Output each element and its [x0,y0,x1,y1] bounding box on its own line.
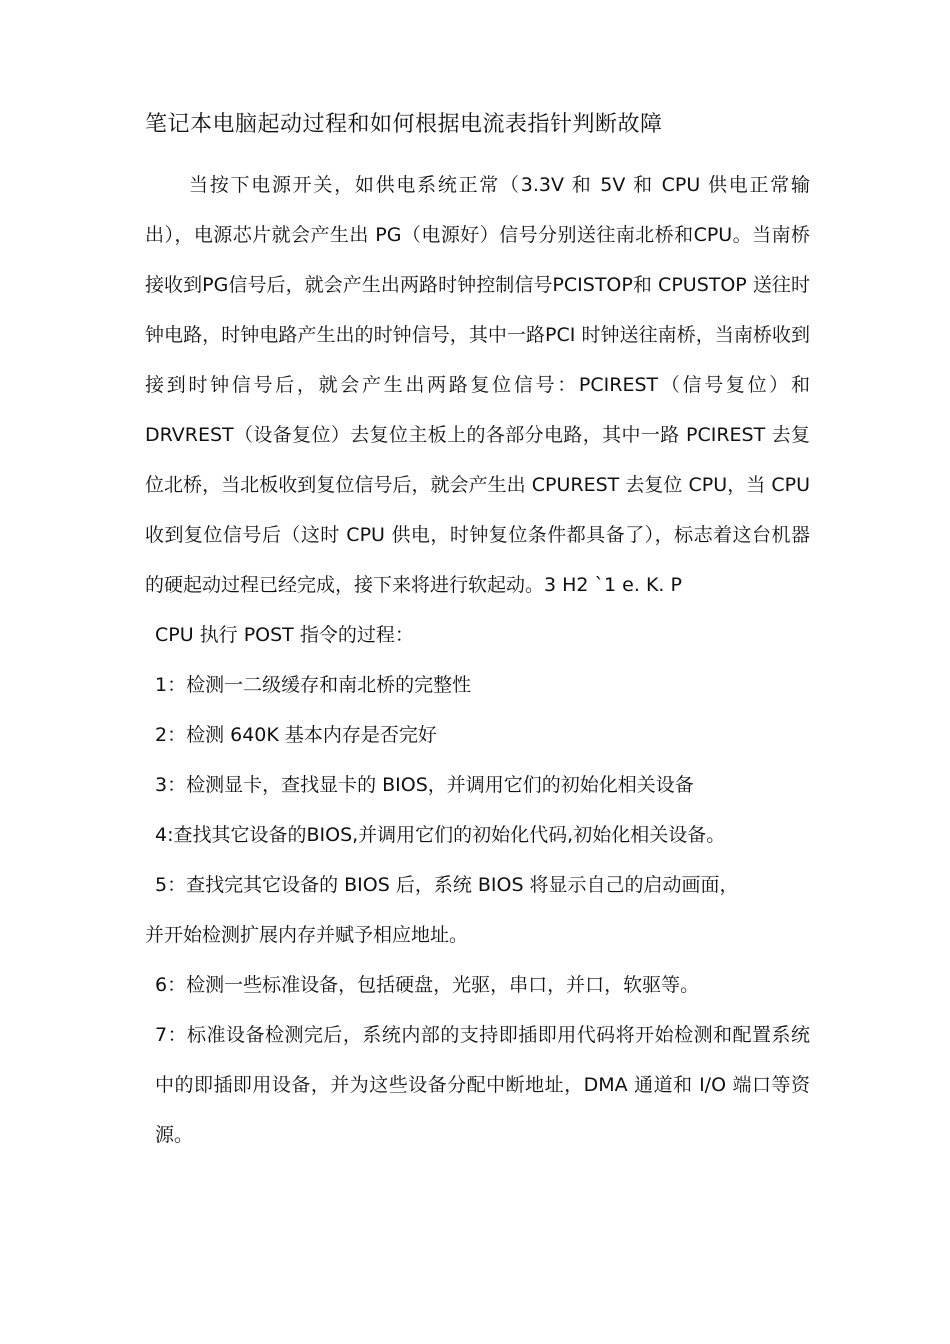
post-step-4: 4:查找其它设备的BIOS,并调用它们的初始化代码,初始化相关设备。 [155,824,726,846]
post-step-6: 6：检测一些标准设备，包括硬盘，光驱，串口，并口，软驱等。 [155,974,700,996]
post-step-3: 3：检测显卡，查找显卡的 BIOS，并调用它们的初始化相关设备 [155,774,694,796]
post-step-1: 1：检测一二级缓存和南北桥的完整性 [155,674,472,696]
post-step-2: 2：检测 640K 基本内存是否完好 [155,724,437,746]
post-step-5: 5：查找完其它设备的 BIOS 后，系统 BIOS 将显示自己的启动画面， [155,874,739,896]
document-page [145,108,810,1160]
document-title: 笔记本电脑起动过程和如何根据电流表指针判断故障 [145,112,663,137]
post-step-7: 7：标准设备检测完后，系统内部的支持即插即用代码将开始检测和配置系统中的即插即用设备，并为这些设备分配中断地址，DMA 通道和 I/O 端口等资源。 [155,1024,810,1146]
post-step-5-continued: 并开始检测扩展内存并赋予相应地址。 [145,924,469,946]
post-heading: CPU 执行 POST 指令的过程： [155,624,414,646]
intro-paragraph: 当按下电源开关，如供电系统正常（3.3V 和 5V 和 CPU 供电正常输出），电源芯片就会产生出 PG（电源好）信号分别送往南北桥和CPU。当南桥接收到PG信号后，就会产生出两路时钟控制信号PCISTOP和 CPUSTOP 送往时钟电路，时钟电路产生出的时钟信号，其中一路PCI 时钟送往南桥，当南桥收到接到时钟信号后，就会产生出两路复位信号：PCIREST（信号复位）和 DRVREST（设备复位）去复位主板上的各部分电路，其中一路 PCIREST 去复位北桥，当北板收到复位信号后，就会产生出 CPUREST 去复位 CPU，当 CPU 收到复位信号后（这时 CPU 供电，时钟复位条件都具备了），标志着这台机器的硬起动过程已经完成，接下来将进行软起动。3 H2 `1 e. K. P [145,174,810,596]
